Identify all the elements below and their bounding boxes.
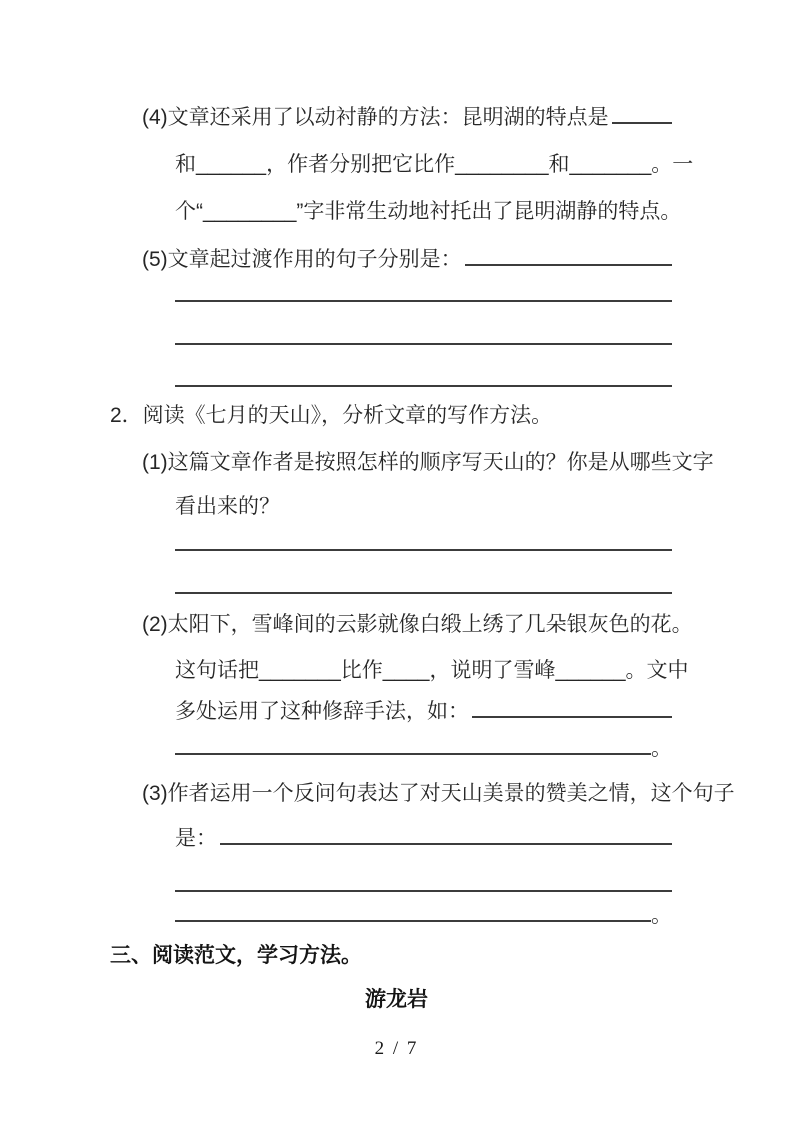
section-3-heading: 三、阅读范文，学习方法。 (110, 944, 362, 967)
answer-blank-line (175, 300, 672, 302)
question-line-2-2c (175, 697, 672, 727)
question-line-5 (142, 245, 672, 275)
question-line-2-1a: (1)这篇文章作者是按照怎样的顺序写天山的？你是从哪些文字 (142, 451, 714, 474)
question-text: (4)文章还采用了以动衬静的方法：昆明湖的特点是 (142, 106, 609, 129)
question-2-heading: 2．阅读《七月的天山》，分析文章的写作方法。 (110, 404, 553, 427)
answer-blank-line (175, 592, 672, 594)
answer-blank-line (175, 549, 672, 551)
fill-blank-trailing (465, 264, 672, 266)
question-line-2-2a: (2)太阳下，雪峰间的云影就像白缎上绣了几朵银灰色的花。 (142, 613, 693, 636)
question-line-2-1b: 看出来的？ (175, 495, 280, 518)
cn-period: 。 (651, 904, 672, 927)
answer-blank-line-with-period (175, 734, 672, 764)
fill-blank-trailing (175, 920, 651, 922)
question-text: 多处运用了这种修辞手法，如： (175, 700, 469, 723)
answer-blank-line (175, 385, 672, 387)
fill-blank-trailing (472, 716, 672, 718)
answer-blank-line (175, 890, 672, 892)
question-line-2-3b (175, 824, 672, 854)
fill-blank-trailing (612, 122, 672, 124)
essay-title: 游龙岩 (365, 988, 428, 1011)
question-text: (5)文章起过渡作用的句子分别是： (142, 248, 462, 271)
cn-period: 。 (651, 737, 672, 760)
question-text: 是： (175, 827, 217, 850)
fill-blank-trailing (175, 753, 651, 755)
question-line-2-2b: 这句话把_______比作____，说明了雪峰______。文中 (175, 659, 689, 682)
page-number: 2 / 7 (374, 1038, 419, 1059)
answer-blank-line-with-period (175, 901, 672, 931)
question-line-4a (142, 103, 672, 133)
question-line-2-3a: (3)作者运用一个反问句表达了对天山美景的赞美之情，这个句子 (142, 782, 735, 805)
fill-blank-trailing (220, 843, 672, 845)
question-line-4b: 和______，作者分别把它比作________和_______。一 (175, 153, 694, 176)
question-line-4c: 个“________”字非常生动地衬托出了昆明湖静的特点。 (175, 200, 682, 223)
answer-blank-line (175, 343, 672, 345)
